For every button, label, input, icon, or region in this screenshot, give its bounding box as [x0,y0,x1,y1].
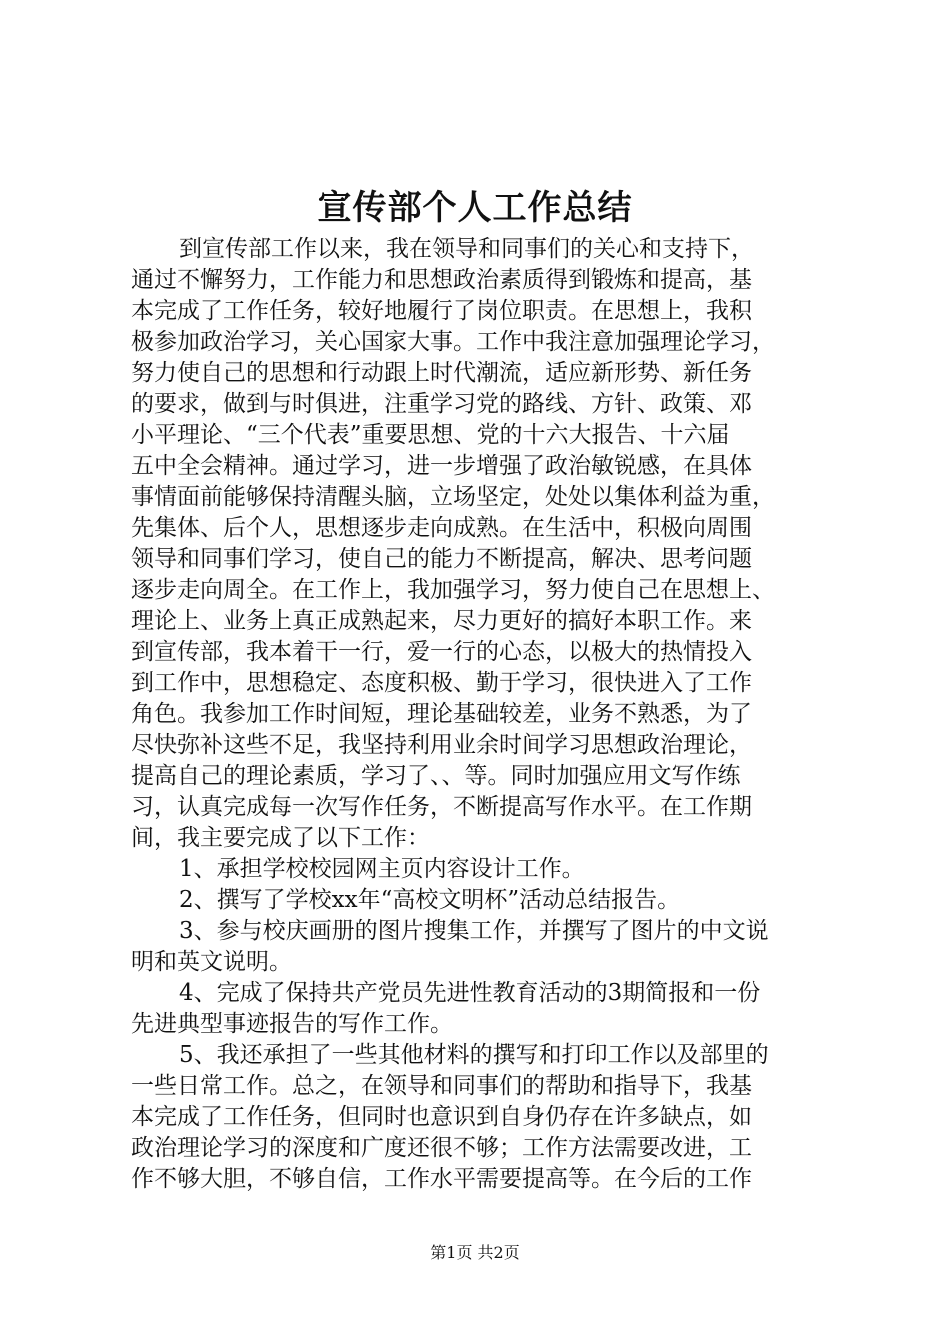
list-item: 4、完成了保持共产党员先进性教育活动的3期简报和一份 [179,980,761,1006]
text-line: 作不够大胆，不够自信，工作水平需要提高等。在今后的工作 [131,1166,752,1192]
page-footer: 第1页 共2页 [430,1243,520,1262]
text-line: 领导和同事们学习，使自己的能力不断提高，解决、思考问题 [131,546,752,572]
text-line: 一些日常工作。总之，在领导和同事们的帮助和指导下，我基 [131,1073,752,1099]
text-line: 本完成了工作任务，但同时也意识到自身仍存在许多缺点，如 [131,1104,752,1130]
text-line: 五中全会精神。通过学习，进一步增强了政治敏锐感，在具体 [131,453,752,479]
list-item: 5、我还承担了一些其他材料的撰写和打印工作以及部里的 [179,1042,769,1068]
document-title: 宣传部个人工作总结 [317,188,633,228]
text-line: 习，认真完成每一次写作任务，不断提高写作水平。在工作期 [131,794,752,820]
text-line: 逐步走向周全。在工作上，我加强学习，努力使自己在思想上、 [131,577,775,603]
text-line: 小平理论、“三个代表”重要思想、党的十六大报告、十六届 [131,422,730,448]
text-line: 先集体、后个人，思想逐步走向成熟。在生活中，积极向周围 [131,515,752,541]
text-line: 到宣传部，我本着干一行，爱一行的心态，以极大的热情投入 [131,639,752,665]
text-line: 努力使自己的思想和行动跟上时代潮流，适应新形势、新任务 [131,360,752,386]
text-line: 的要求，做到与时俱进，注重学习党的路线、方针、政策、邓 [131,391,752,417]
text-line: 政治理论学习的深度和广度还很不够；工作方法需要改进，工 [131,1135,752,1161]
text-line: 间，我主要完成了以下工作： [131,825,430,851]
text-line: 明和英文说明。 [131,949,292,975]
text-line: 尽快弥补这些不足，我坚持利用业余时间学习思想政治理论， [131,732,752,758]
list-item: 3、参与校庆画册的图片搜集工作，并撰写了图片的中文说 [179,918,769,944]
text-line: 本完成了工作任务，较好地履行了岗位职责。在思想上，我积 [131,298,752,324]
text-line: 极参加政治学习，关心国家大事。工作中我注意加强理论学习， [131,329,775,355]
text-line: 理论上、业务上真正成熟起来，尽力更好的搞好本职工作。来 [131,608,752,634]
text-line: 事情面前能够保持清醒头脑，立场坚定，处处以集体利益为重， [131,484,775,510]
text-line: 到工作中，思想稳定、态度积极、勤于学习，很快进入了工作 [131,670,752,696]
list-item: 2、撰写了学校xx年“高校文明杯”活动总结报告。 [179,887,681,913]
text-line: 角色。我参加工作时间短，理论基础较差，业务不熟悉，为了 [131,701,752,727]
text-line: 到宣传部工作以来，我在领导和同事们的关心和支持下， [179,236,754,262]
document-body [131,234,831,1195]
text-line: 通过不懈努力，工作能力和思想政治素质得到锻炼和提高，基 [131,267,752,293]
text-line: 先进典型事迹报告的写作工作。 [131,1011,453,1037]
text-line: 提高自己的理论素质，学习了、、等。同时加强应用文写作练 [131,763,741,789]
list-item: 1、承担学校校园网主页内容设计工作。 [179,856,585,882]
